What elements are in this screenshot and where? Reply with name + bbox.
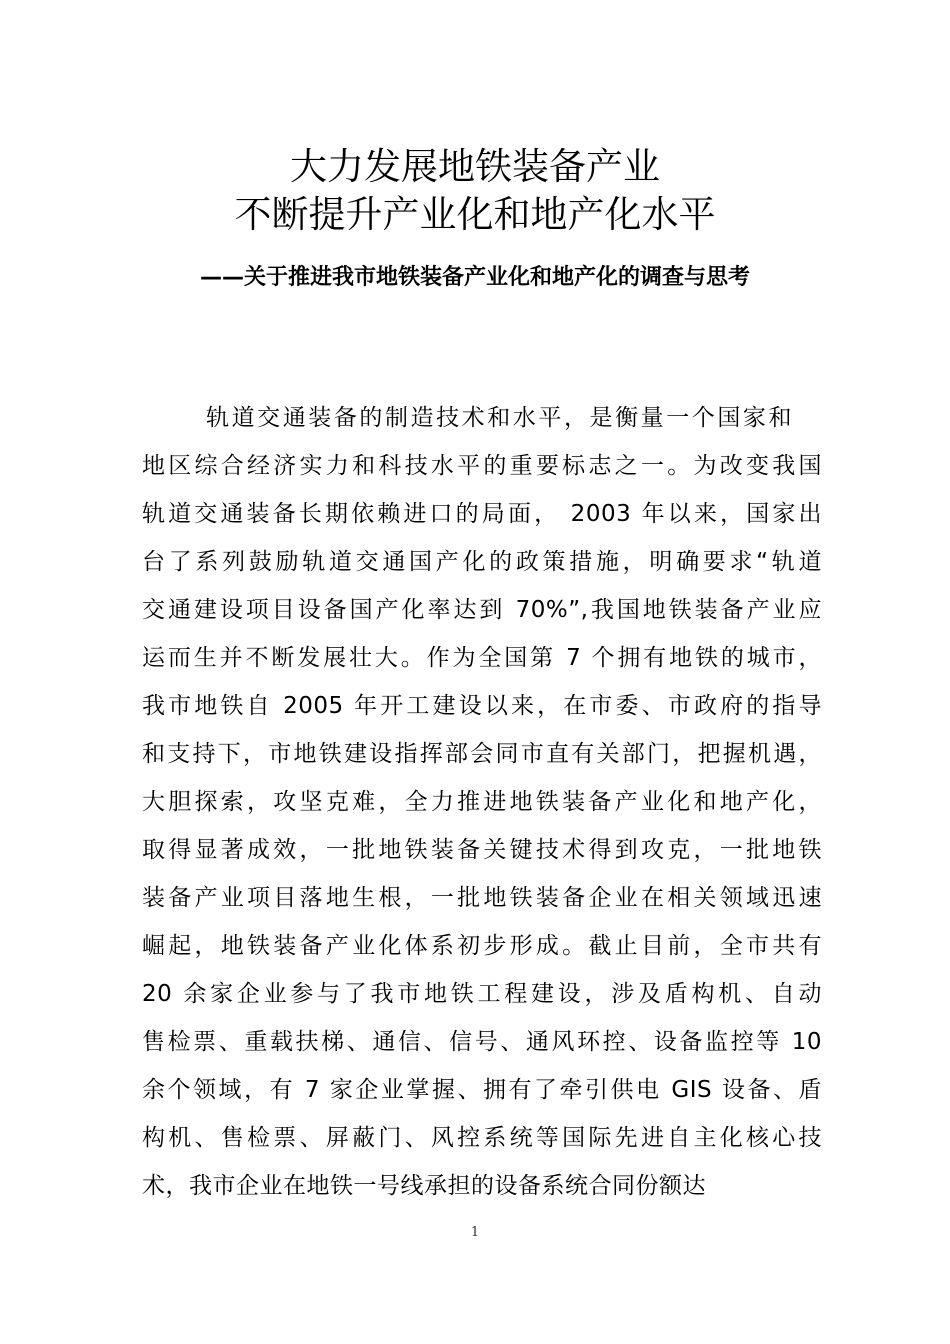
body-line: 地区综合经济实力和科技水平的重要标志之一。为改变我国 xyxy=(142,453,822,479)
body-line: 售检票、重载扶梯、通信、信号、通风环控、设备监控等 10 xyxy=(142,1029,822,1055)
body-line: 运而生并不断发展壮大。作为全国第 7 个拥有地铁的城市， xyxy=(142,645,822,671)
body-line: 取得显著成效，一批地铁装备关键技术得到攻克，一批地铁 xyxy=(142,837,822,863)
body-line: 我市地铁自 2005 年开工建设以来，在市委、市政府的指导 xyxy=(142,693,822,719)
body-line: 大胆探索，攻坚克难，全力推进地铁装备产业化和地产化， xyxy=(142,789,822,815)
body-line: 术，我市企业在地铁一号线承担的设备系统合同份额达 xyxy=(142,1173,706,1199)
body-line: 装备产业项目落地生根，一批地铁装备企业在相关领域迅速 xyxy=(142,885,822,911)
title-line-2: 不断提升产业化和地产化水平 xyxy=(234,193,716,236)
subtitle: ——关于推进我市地铁装备产业化和地产化的调查与思考 xyxy=(199,265,750,290)
title-line-1: 大力发展地铁装备产业 xyxy=(290,145,660,188)
body-line: 轨道交通装备长期依赖进口的局面， 2003 年以来，国家出 xyxy=(142,501,822,527)
body-paragraph xyxy=(142,394,822,1210)
body-line: 交通建设项目设备国产化率达到 70%”,我国地铁装备产业应 xyxy=(142,597,822,623)
body-line: 20 余家企业参与了我市地铁工程建设，涉及盾构机、自动 xyxy=(142,981,822,1007)
body-line: 余个领域，有 7 家企业掌握、拥有了牵引供电 GIS 设备、盾 xyxy=(142,1077,822,1103)
body-line: 崛起，地铁装备产业化体系初步形成。截止目前，全市共有 xyxy=(142,933,822,959)
body-line: 和支持下，市地铁建设指挥部会同市直有关部门，把握机遇， xyxy=(142,741,822,767)
body-line: 构机、售检票、屏蔽门、风控系统等国际先进自主化核心技 xyxy=(142,1125,822,1151)
body-line: 轨道交通装备的制造技术和水平，是衡量一个国家和 xyxy=(206,405,792,431)
page-number: 1 xyxy=(470,1225,480,1240)
body-line: 台了系列鼓励轨道交通国产化的政策措施，明确要求“轨道 xyxy=(142,549,822,575)
